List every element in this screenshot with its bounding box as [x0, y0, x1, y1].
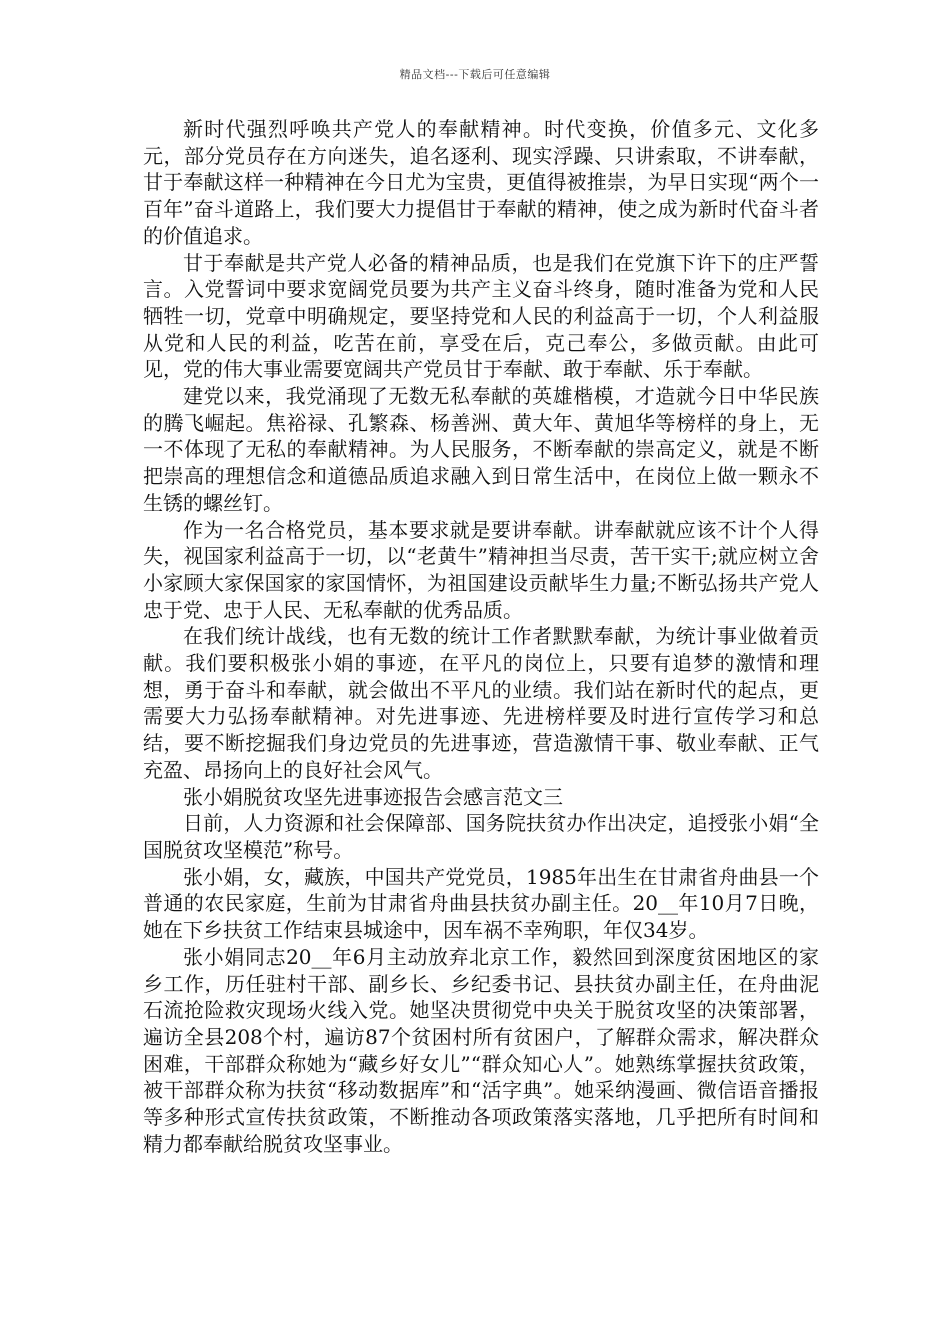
- paragraph-2: 甘于奉献是共产党人必备的精神品质，也是我们在党旗下许下的庄严誓言。入党誓词中要求宽阔党员要为共产主义奋斗终身，随时准备为党和人民牺牲一切，党章中明确规定，要坚持党和人民的利益高于一切，个人利益服从党和人民的利益，吃苦在前，享受在后，克己奉公，多做贡献。由此可见，党的伟大事业需要宽阔共产党员甘于奉献、敢于奉献、乐于奉献。: [143, 250, 819, 382]
- paragraph-5: 在我们统计战线，也有无数的统计工作者默默奉献，为统计事业做着贡献。我们要积极张小娟的事迹，在平凡的岗位上，只要有追梦的激情和理想，勇于奋斗和奉献，就会做出不平凡的业绩。我们站在新时代的起点，更需要大力弘扬奉献精神。对先进事迹、先进榜样要及时进行宣传学习和总结，要不断挖掘我们身边党员的先进事迹，营造激情干事、敬业奉献、正气充盈、昂扬向上的良好社会风气。: [143, 624, 819, 782]
- paragraph-8: 张小娟同志20__年6月主动放弃北京工作，毅然回到深度贫困地区的家乡工作，历任驻村干部、副乡长、乡纪委书记、县扶贫办副主任，在舟曲泥石流抢险救灾现场火线入党。她坚决贯彻党中央关于脱贫攻坚的决策部署，遍访全县208个村，遍访87个贫困村所有贫困户，了解群众需求，解决群众困难，干部群众称她为“藏乡好女儿”“群众知心人”。她熟练掌握扶贫政策，被干部群众称为扶贫“移动数据库”和“活字典”。她采纳漫画、微信语音播报等多种形式宣传扶贫政策，不断推动各项政策落实落地，几乎把所有时间和精力都奉献给脱贫攻坚事业。: [143, 944, 819, 1156]
- paragraph-6: 日前，人力资源和社会保障部、国务院扶贫办作出决定，追授张小娟“全国脱贫攻坚模范”称号。: [143, 811, 819, 862]
- document-body: [143, 116, 819, 1157]
- paragraph-1: 新时代强烈呼唤共产党人的奉献精神。时代变换，价值多元、文化多元，部分党员存在方向迷失，追名逐利、现实浮躁、只讲索取，不讲奉献，甘于奉献这样一种精神在今日尤为宝贵，更值得被推崇，为早日实现“两个一百年”奋斗道路上，我们要大力提倡甘于奉献的精神，使之成为新时代奋斗者的价值追求。: [143, 117, 819, 248]
- paragraph-3: 建党以来，我党涌现了无数无私奉献的英雄楷模，才造就今日中华民族的腾飞崛起。焦裕禄、孔繁森、杨善洲、黄大年、黄旭华等榜样的身上，无一不体现了无私的奉献精神。为人民服务，不断奉献的崇高定义，就是不断把崇高的理想信念和道德品质追求融入到日常生活中，在岗位上做一颗永不生锈的螺丝钉。: [143, 384, 819, 515]
- section-heading: 张小娟脱贫攻坚先进事迹报告会感言范文三: [183, 784, 563, 809]
- page-header: 精品文档---下载后可任意编辑: [399, 68, 551, 81]
- paragraph-7: 张小娟，女，藏族，中国共产党党员，1985年出生在甘肃省舟曲县一个普通的农民家庭，生前为甘肃省舟曲县扶贫办副主任。20__年10月7日晚，她在下乡扶贫工作结束县城途中，因车祸不幸殉职，年仅34岁。: [143, 864, 819, 943]
- paragraph-4: 作为一名合格党员，基本要求就是要讲奉献。讲奉献就应该不计个人得失，视国家利益高于一切，以“老黄牛”精神担当尽责，苦干实干;就应树立舍小家顾大家保国家的家国情怀，为祖国建设贡献毕生力量;不断弘扬共产党人忠于党、忠于人民、无私奉献的优秀品质。: [143, 517, 819, 622]
